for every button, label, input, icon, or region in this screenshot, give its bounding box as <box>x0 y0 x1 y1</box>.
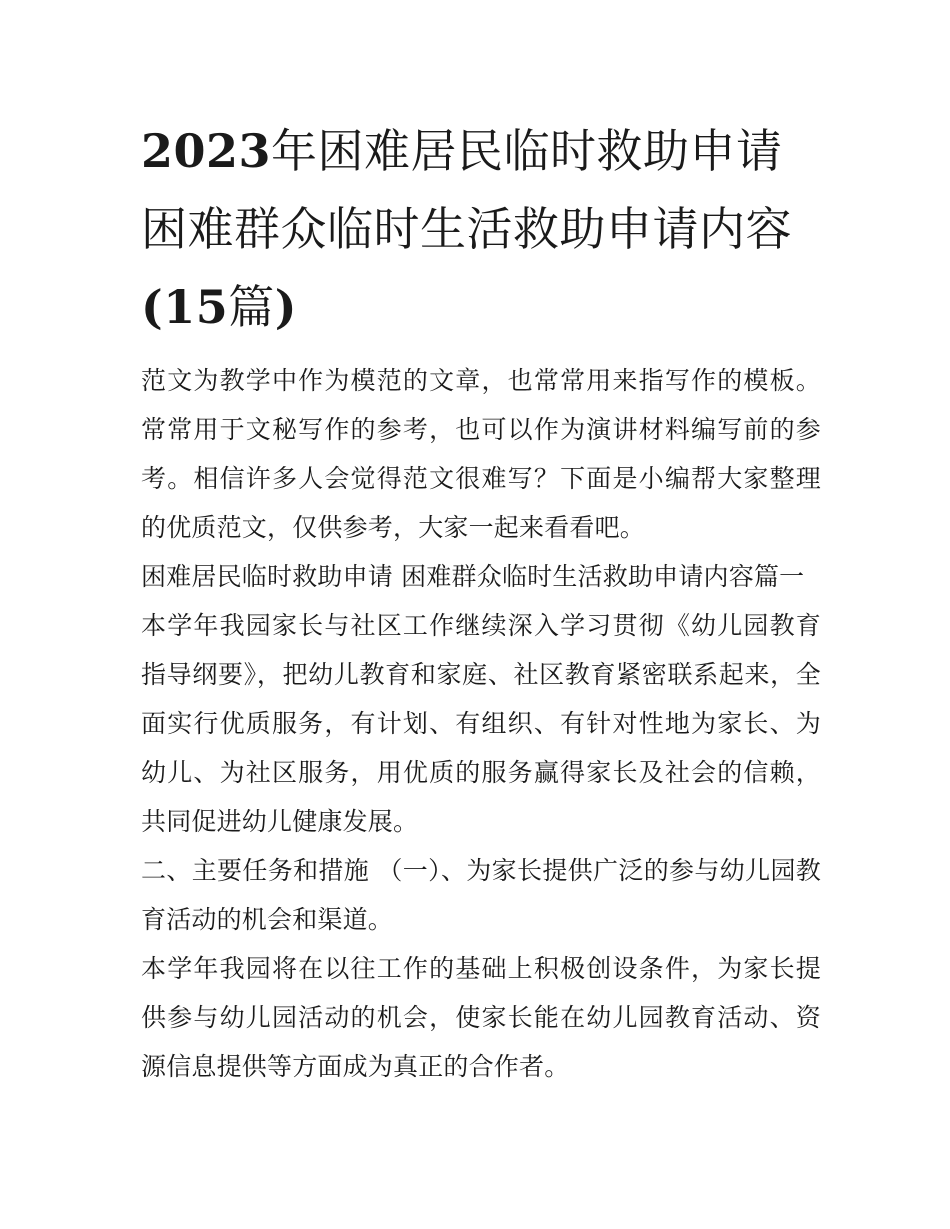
title-count-unit: 篇 <box>228 280 275 334</box>
section-heading: 困难居民临时救助申请 困难群众临时生活救助申请内容篇一 <box>141 562 805 591</box>
title-count-open: (15 <box>141 280 229 334</box>
title-count-close: ) <box>274 280 298 334</box>
document-body <box>141 356 821 1091</box>
body-paragraph: 本学年我园将在以往工作的基础上积极创设条件，为家长提供参与幼儿园活动的机会，使家长能在幼儿园教育活动、资源信息提供等方面成为真正的合作者。 <box>141 954 821 1081</box>
task-heading: 二、主要任务和措施 （一）、为家长提供广泛的参与幼儿园教育活动的机会和渠道。 <box>141 856 821 934</box>
title-text: 年困难居民临时救助申请困难群众临时生活救助申请内容 <box>141 124 792 256</box>
body-paragraph: 本学年我园家长与社区工作继续深入学习贯彻《幼儿园教育指导纲要》，把幼儿教育和家庭、社区教育紧密联系起来，全面实行优质服务，有计划、有组织、有针对性地为家长、为幼儿、为社区服务，用优质的服务赢得家长及社会的信赖，共同促进幼儿健康发展。 <box>141 611 821 836</box>
intro-paragraph: 范文为教学中作为模范的文章，也常常用来指写作的模板。常常用于文秘写作的参考，也可以作为演讲材料编写前的参考。相信许多人会觉得范文很难写？下面是小编帮大家整理的优质范文，仅供参考，大家一起来看看吧。 <box>141 366 821 542</box>
title-year: 2023 <box>141 124 272 178</box>
document-title <box>141 112 821 346</box>
